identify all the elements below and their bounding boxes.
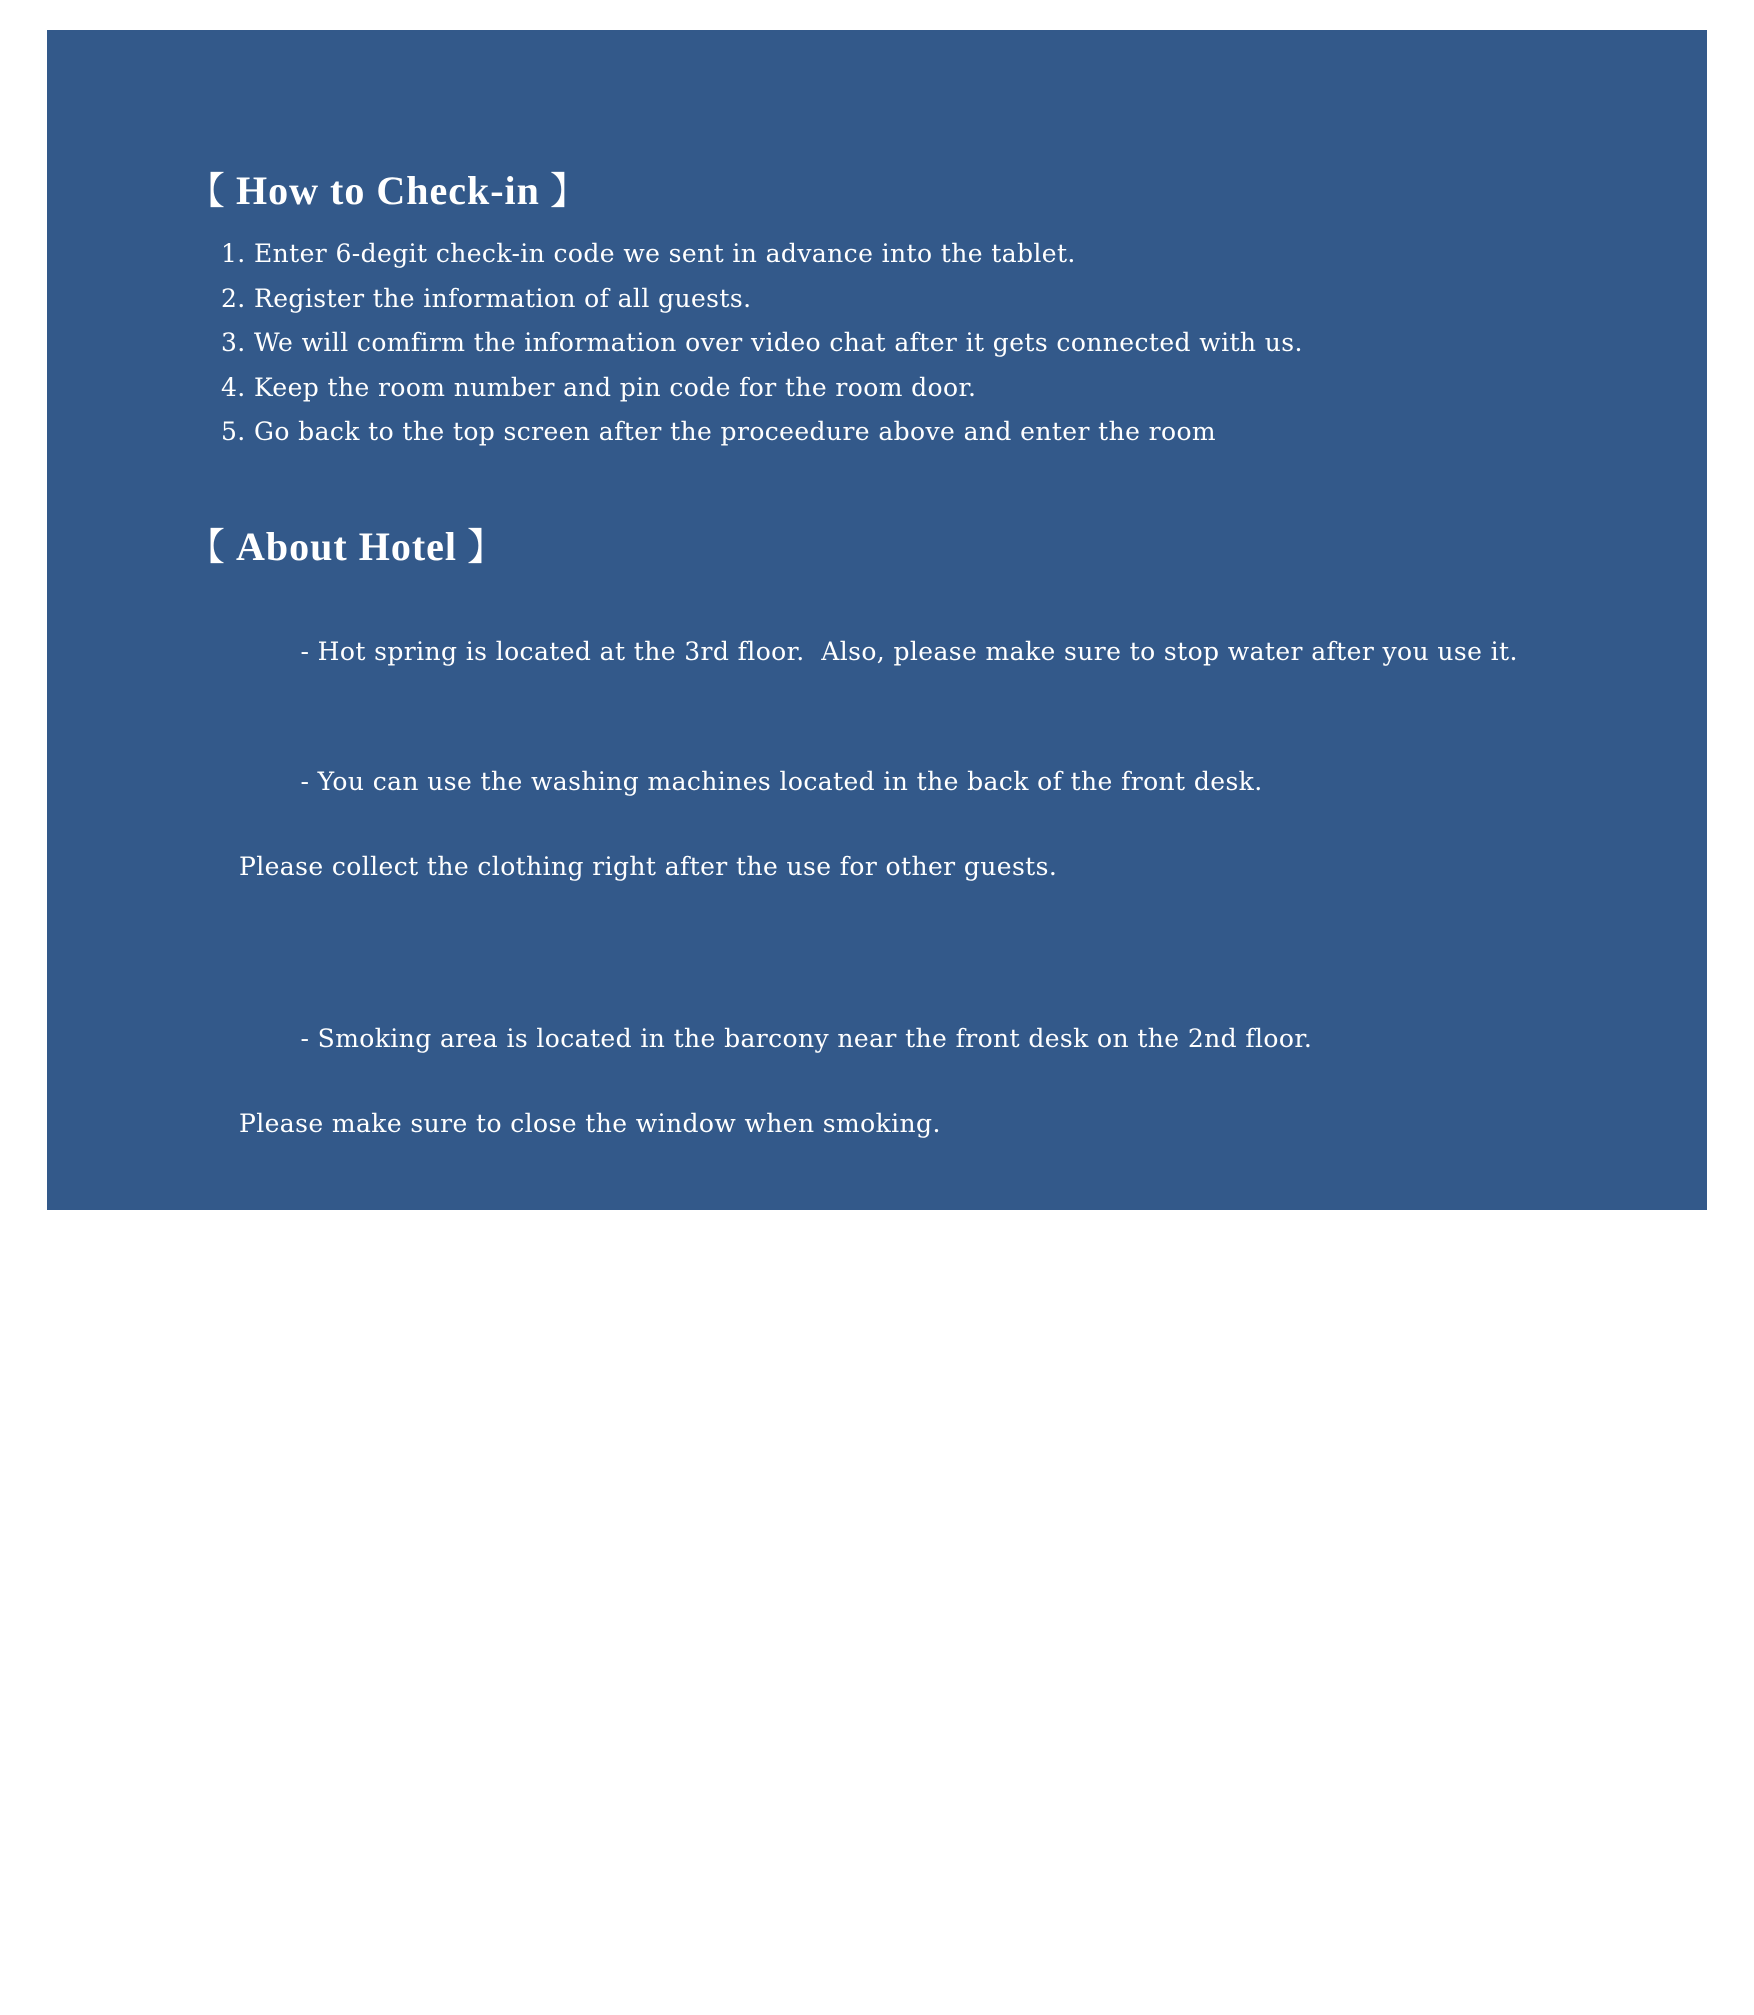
list-item-text: - No parking space available at our hotel. Please use coin parking lots nearby. [300,1666,1321,1696]
section-how-to-check-in [187,160,1647,454]
card-content [187,160,1647,2015]
bracket-close-icon: 】 [549,171,589,213]
list-item [187,411,1647,454]
bracket-close-icon: 】 [340,1297,380,1341]
section-faq [187,1288,1647,2005]
list-item [187,1748,1647,1876]
section-title-about-hotel [187,516,1647,571]
list-item [187,975,1647,1230]
list-item-text: - No luggage storage is available after check-out. [300,1796,946,1825]
section-title-check-in [187,160,1647,215]
section-title-about-hotel-text: About Hotel [236,523,458,569]
list-item-text: 3. We will comfirm the information over video chat after it gets connected with us. [221,328,1303,357]
list-item-text: 1. Enter 6-degit check-in code we sent in advance into the tablet. [221,239,1076,268]
list-item [187,1618,1647,1746]
list-item-continuation: by pressing the one-push notification in case you do not know the check-in code. [239,1494,1295,1524]
list-item-text: 5. Go back to the top screen after the proceedure above and enter the room [221,417,1217,446]
bracket-open-icon: 【 [187,1297,227,1341]
bracket-close-icon: 】 [467,526,507,569]
bracket-open-icon: 【 [187,526,227,569]
list-item-text: 4. Keep the room number and pin code for the room door. [221,372,977,402]
section-title-faq [187,1288,1647,1343]
list-item-text: - Please contact us from the call button on your tablet or the telephone located next to the tablet [300,1409,1570,1439]
list-item-continuation: Please collect the clothing right after the use for other guests. [239,851,1058,881]
info-card [47,30,1707,1955]
list-item [187,718,1647,973]
list-item [187,367,1647,410]
list-item-text: - Hot spring is located at the 3rd floor. Also, please make sure to stop water after you use it. [300,637,1518,666]
list-item-text: - Smoking area is located in the barcony near the front desk on the 2nd floor. [300,1023,1313,1053]
list-item-text: - Please call our customer support for the cleaning service by 9pm on the day before. [300,1925,1417,1955]
list-item [187,589,1647,717]
about-hotel-list [187,589,1647,1231]
section-title-faq-text: FAQ [236,1295,331,1342]
check-in-steps-list [187,233,1647,454]
list-item-text: - You can use the washing machines located in the back of the front desk. [300,766,1263,796]
list-item [187,278,1647,321]
list-item [187,322,1647,365]
list-item [187,1361,1647,1616]
list-item [187,1877,1647,2005]
list-item-text: 2. Register the information of all guests. [221,283,752,313]
bracket-open-icon: 【 [187,171,227,213]
list-item-continuation: Please make sure to close the window when smoking. [239,1108,941,1138]
faq-list [187,1361,1647,2005]
list-item [187,233,1647,276]
section-title-check-in-text: How to Check-in [236,168,540,213]
section-about-hotel [187,516,1647,1231]
